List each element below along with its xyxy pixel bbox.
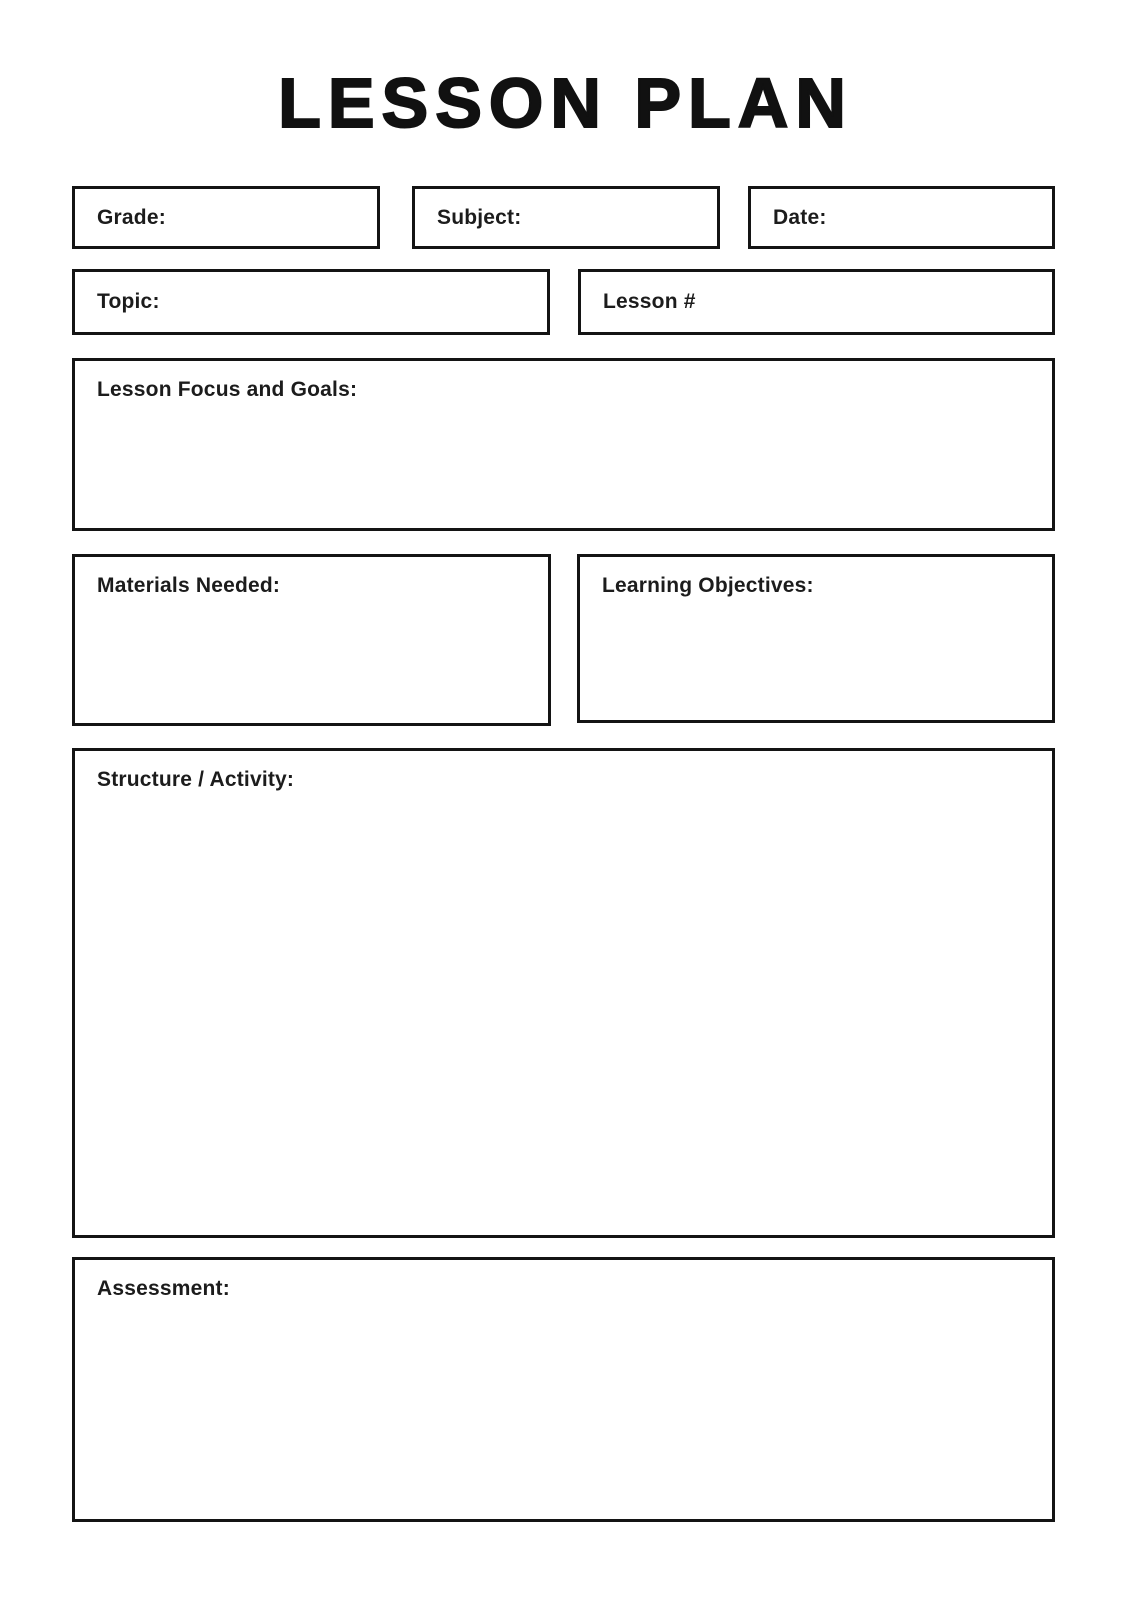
objectives-field[interactable]	[577, 554, 1055, 723]
topic-field-label: Topic:	[97, 290, 160, 314]
lesson-focus-field[interactable]	[72, 358, 1055, 531]
lesson-focus-field-label: Lesson Focus and Goals:	[97, 378, 358, 401]
lesson-number-field-label: Lesson #	[603, 290, 696, 314]
assessment-field-label: Assessment:	[97, 1277, 230, 1300]
grade-field-label: Grade:	[97, 205, 166, 229]
subject-field-label: Subject:	[437, 205, 522, 229]
date-field[interactable]	[748, 186, 1055, 249]
subject-field[interactable]	[412, 186, 720, 249]
structure-activity-field[interactable]	[72, 748, 1055, 1238]
materials-field-label: Materials Needed:	[97, 574, 281, 597]
date-field-label: Date:	[773, 205, 827, 229]
structure-activity-field-label: Structure / Activity:	[97, 768, 295, 791]
page-title: LESSON PLAN	[278, 64, 853, 142]
materials-field[interactable]	[72, 554, 551, 726]
grade-field[interactable]	[72, 186, 380, 249]
topic-field[interactable]	[72, 269, 550, 335]
objectives-field-label: Learning Objectives:	[602, 574, 814, 597]
assessment-field[interactable]	[72, 1257, 1055, 1522]
lesson-number-field[interactable]	[578, 269, 1055, 335]
